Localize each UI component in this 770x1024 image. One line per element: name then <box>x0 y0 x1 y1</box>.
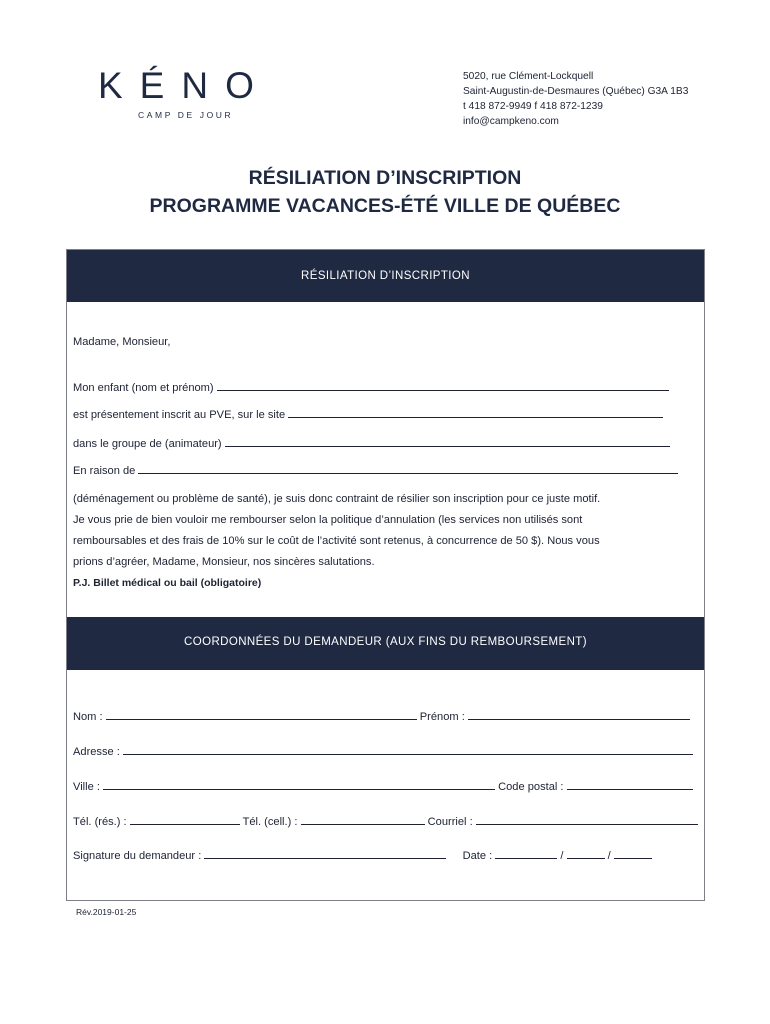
address-row <box>73 745 693 758</box>
date-day-field[interactable] <box>495 849 557 859</box>
reason-row <box>73 464 678 477</box>
child-name-label: Mon enfant (nom et prénom) <box>73 382 214 394</box>
address-phone: t 418 872-9949 f 418 872-1239 <box>463 101 603 112</box>
group-label: dans le groupe de (animateur) <box>73 438 222 450</box>
tel-cell-field[interactable] <box>301 815 425 825</box>
date-month-field[interactable] <box>567 849 605 859</box>
nom-label: Nom : <box>73 711 103 723</box>
courriel-label: Courriel : <box>427 816 473 828</box>
address-city: Saint-Augustin-de-Desmaures (Québec) G3A 1B3 <box>463 86 689 97</box>
group-row <box>73 437 670 450</box>
attachment-note: P.J. Billet médical ou bail (obligatoire) <box>73 577 262 589</box>
code-postal-field[interactable] <box>567 780 693 790</box>
ville-label: Ville : <box>73 781 100 793</box>
prenom-field[interactable] <box>468 710 690 720</box>
date-label: Date : <box>462 850 493 862</box>
date-separator: / <box>607 850 611 862</box>
keno-logo <box>98 66 270 120</box>
signature-field[interactable] <box>204 849 446 859</box>
section-heading-resiliation: RÉSILIATION D’INSCRIPTION <box>67 250 704 302</box>
ville-field[interactable] <box>103 780 495 790</box>
adresse-label: Adresse : <box>73 746 120 758</box>
body-line-3: remboursables et des frais de 10% sur le coût de l’activité sont retenus, à concurrence de 50 $). Nous vous <box>73 535 600 547</box>
group-field[interactable] <box>225 437 670 447</box>
logo-text: KÉNO <box>98 65 271 106</box>
code-postal-label: Code postal : <box>498 781 564 793</box>
signature-label: Signature du demandeur : <box>73 850 202 862</box>
revision-date: Rév.2019-01-25 <box>76 907 137 917</box>
tel-res-field[interactable] <box>130 815 240 825</box>
address-street: 5020, rue Clément-Lockquell <box>463 71 594 82</box>
courriel-field[interactable] <box>476 815 698 825</box>
city-row <box>73 780 693 793</box>
child-name-row <box>73 381 669 394</box>
adresse-field[interactable] <box>123 745 693 755</box>
body-line-4: prions d’agréer, Madame, Monsieur, nos sincères salutations. <box>73 556 375 568</box>
reason-field[interactable] <box>138 464 678 474</box>
logo-subtitle: CAMP DE JOUR <box>138 110 234 120</box>
section-heading-coordonnees: COORDONNÉES DU DEMANDEUR (AUX FINS DU REMBOURSEMENT) <box>67 617 704 670</box>
body-line-1: (déménagement ou problème de santé), je suis donc contraint de résilier son inscription pour ce juste motif. <box>73 493 601 505</box>
name-row <box>73 710 690 723</box>
nom-field[interactable] <box>106 710 417 720</box>
date-separator: / <box>560 850 564 862</box>
site-field[interactable] <box>288 408 663 418</box>
body-line-2: Je vous prie de bien vouloir me rembourser selon la politique d’annulation (les services non utilisés sont <box>73 514 583 526</box>
greeting: Madame, Monsieur, <box>73 336 171 348</box>
site-label: est présentement inscrit au PVE, sur le site <box>73 409 286 421</box>
title-line-2: PROGRAMME VACANCES-ÉTÉ VILLE DE QUÉBEC <box>149 195 621 217</box>
prenom-label: Prénom : <box>419 711 465 723</box>
signature-row <box>73 849 652 862</box>
site-row <box>73 408 663 421</box>
address-email: info@campkeno.com <box>463 116 559 127</box>
phone-row <box>73 815 698 828</box>
title-line-1: RÉSILIATION D’INSCRIPTION <box>248 167 522 189</box>
form-box <box>66 249 705 901</box>
tel-res-label: Tél. (rés.) : <box>73 816 127 828</box>
tel-cell-label: Tél. (cell.) : <box>242 816 298 828</box>
reason-label: En raison de <box>73 465 136 477</box>
company-address <box>463 69 688 129</box>
page-title <box>0 164 770 220</box>
date-year-field[interactable] <box>614 849 652 859</box>
child-name-field[interactable] <box>217 381 669 391</box>
